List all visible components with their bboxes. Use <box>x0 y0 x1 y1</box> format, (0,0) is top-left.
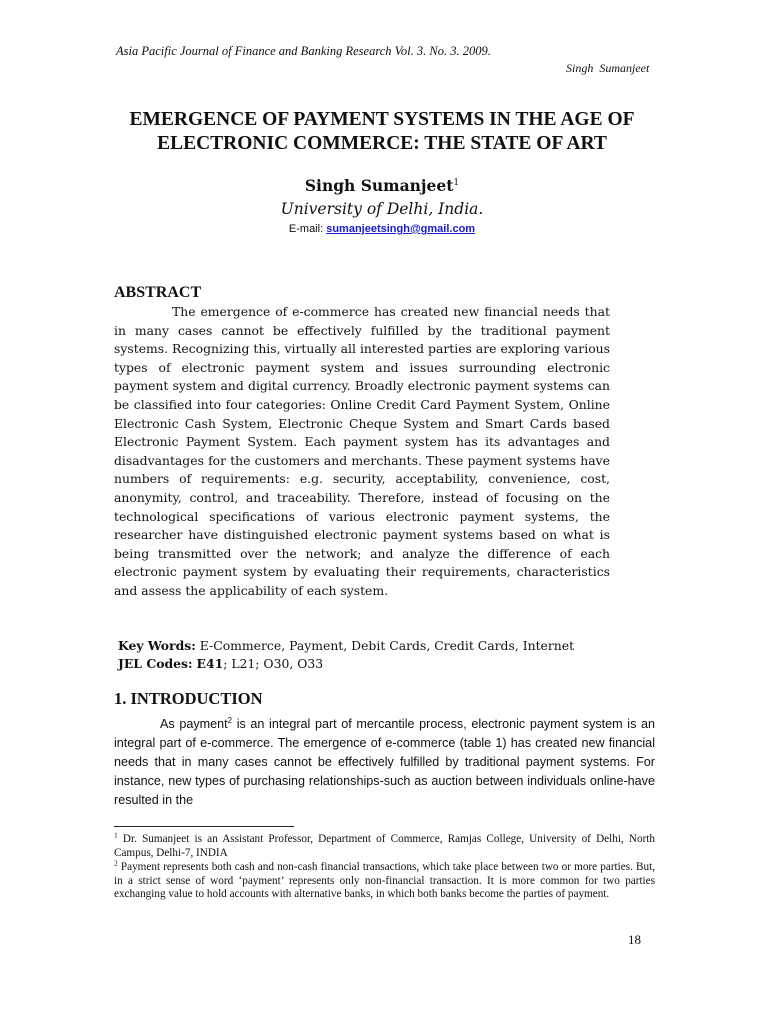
introduction-number: 1 <box>114 689 123 708</box>
journal-header: Asia Pacific Journal of Finance and Banking Research Vol. 3. No. 3. 2009. <box>116 44 491 58</box>
email-label: E-mail: <box>288 223 324 235</box>
author-affiliation: University of Delhi, India. <box>280 200 484 218</box>
jel-codes-rest: ; L21; O30, O33 <box>223 656 324 671</box>
intro-footnote-mark: 2 <box>227 716 233 725</box>
title-line-1: EMERGENCE OF PAYMENT SYSTEMS IN THE AGE OF <box>129 109 635 130</box>
author-name <box>110 176 654 195</box>
keywords-value: E-Commerce, Payment, Debit Cards, Credit Cards, Internet <box>199 638 575 653</box>
footnote-2-mark: 2 <box>114 858 118 868</box>
paper-title <box>110 108 654 156</box>
keywords-block <box>118 637 574 673</box>
jel-code-first: E41 <box>196 656 224 671</box>
jel-codes-label: JEL Codes: <box>118 656 193 671</box>
intro-text-start: As payment <box>160 717 228 732</box>
footnote-divider <box>114 826 294 827</box>
author-email-line <box>110 223 654 235</box>
footnote-2-text: Payment represents both cash and non-cash financial transactions, which take place between two or more parties. But, in a strict sense of word ‘payment’ represents only non-financial transaction. It is more common for two parties exchanging value to hold accounts with alternative banks, in which both banks become the parties of payment. <box>114 861 655 901</box>
title-line-2: ELECTRONIC COMMERCE: THE STATE OF ART <box>157 133 607 154</box>
footnote-1-text: Dr. Sumanjeet is an Assistant Professor, Department of Commerce, Ramjas College, University of Delhi, North Campus, Delhi-7, INDIA <box>114 833 655 859</box>
introduction-body <box>114 711 655 810</box>
introduction-heading <box>114 689 263 709</box>
jel-codes-line <box>118 655 574 673</box>
footnote-1-mark: 1 <box>114 830 118 840</box>
abstract-body: The emergence of e-commerce has created new financial needs that in many cases cannot be effectively fulfilled by the traditional payment systems. Recognizing this, virtually all interested parties are exploring various types of electronic payment system and issues surrounding electronic payment system and digital currency. Broadly electronic payment systems can be classified into four categories: Online Credit Card Payment System, Online Electronic Cash System, Electronic Cheque System and Smart Cards based Electronic Payment System. Each payment system has its advantages and disadvantages for the customers and merchants. These payment systems have numbers of requirements: e.g. security, acceptability, convenience, cost, anonymity, control, and traceability. Therefore, instead of focusing on the technological specifications of various electronic payment systems, the researcher have distinguished electronic payment systems based on what is being transmitted over the network; and analyze the difference of each electronic payment system by evaluating their requirements, characteristics and assess the applicability of each system. <box>114 304 610 598</box>
email-link[interactable]: sumanjeetsingh@gmail.com <box>326 223 476 235</box>
introduction-title: . INTRODUCTION <box>122 689 263 708</box>
keywords-line <box>118 637 574 655</box>
abstract-heading: ABSTRACT <box>114 284 202 301</box>
author-footnote-mark: 1 <box>453 177 460 188</box>
page-number: 18 <box>628 932 641 947</box>
author-name-text: Singh Sumanjeet <box>304 176 454 195</box>
footnote-1 <box>114 830 655 860</box>
running-author: Singh Sumanjeet <box>566 61 650 75</box>
keywords-label: Key Words: <box>118 638 196 653</box>
footnote-2 <box>114 858 655 902</box>
intro-text-rest: is an integral part of mercantile process, electronic payment system is an integral part of e-commerce. The emergence of e-commerce (table 1) has created new financial needs that in many cases cannot be effectively fulfilled by traditional payment systems. For instance, new types of purchasing relationships-such as auction between individuals online-have resulted in the <box>114 717 655 808</box>
